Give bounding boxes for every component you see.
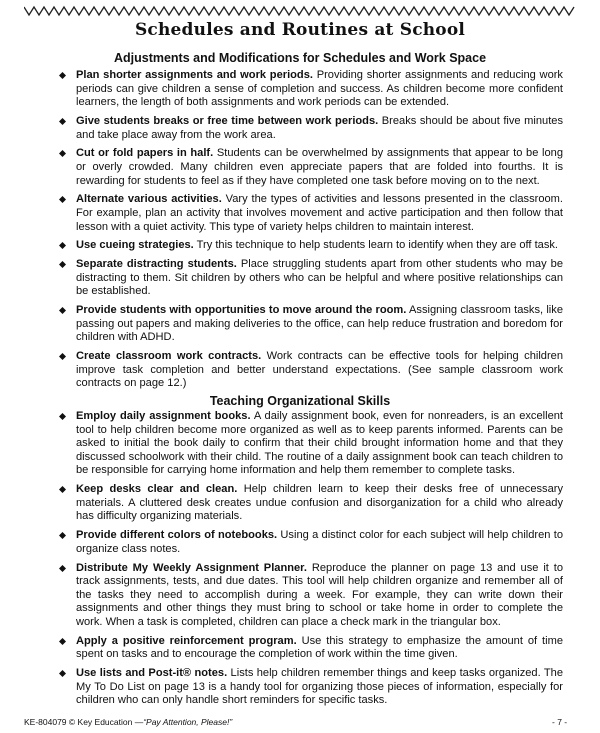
item-lead: Plan shorter assignments and work periods. xyxy=(76,69,313,81)
item-lead: Provide different colors of notebooks. xyxy=(76,529,278,542)
item-text: Assigning classroom tasks, like passing out papers and making deliveries to the office, can help reduce frustration and boredom for children with ADHD. xyxy=(76,304,563,344)
footer-credit xyxy=(24,717,232,727)
item-text: Using a distinct color for each subject will help children to organize class notes. xyxy=(76,529,563,555)
diamond-bullet-icon xyxy=(59,413,66,420)
diamond-bullet-icon xyxy=(59,118,66,125)
list-item xyxy=(0,529,600,556)
list-item xyxy=(0,562,600,630)
list-item xyxy=(0,69,600,110)
item-lead: Keep desks clear and clean. xyxy=(76,483,238,496)
item-text: Vary the types of activities and lessons presented in the classroom. For example, plan an activity that involves movement and active participation and then follow that lesson with a quiet activity. This type of variety helps children to maintain interest. xyxy=(76,193,563,233)
zigzag-border xyxy=(24,4,576,18)
item-lead: Use cueing strategies. xyxy=(76,239,194,252)
item-lead: Employ daily assignment books. xyxy=(76,410,251,422)
diamond-bullet-icon xyxy=(59,242,66,249)
item-lead: Alternate various activities. xyxy=(76,193,222,206)
item-text: Lists help children remember things and keep tasks organized. The My To Do List on page 13 is a handy tool for organizing those pieces of information, especially for children who can only handle short reminders for specific tasks. xyxy=(76,667,563,707)
item-text: Breaks should be about five minutes and take place away from the work area. xyxy=(76,114,563,141)
section-heading-schedules: Adjustments and Modifications for Schedules and Work Space xyxy=(113,51,487,65)
list-item xyxy=(0,258,600,299)
item-text: Reproduce the planner on page 13 and use it to track assignments, tests, and due dates. This tool will help children organize and remember all of the tasks they need to accomplish during a week. For example, they can write down their assignments and other things they must bring to school or take home in order to complete the work. When a task is completed, children can place a check mark in the triangular box. xyxy=(76,561,563,628)
item-text: Use this strategy to emphasize the amount of time spent on tasks and to encourage the completion of work within the time given. xyxy=(76,634,563,661)
item-text: Students can be overwhelmed by assignments that appear to be long or overly crowded. Many children even appreciate papers that are folded into fourths. It is rewarding for students to feel as if they have completed one task before moving on to the next. xyxy=(76,147,563,187)
diamond-bullet-icon xyxy=(59,532,66,539)
diamond-bullet-icon xyxy=(59,565,66,572)
item-lead: Give students breaks or free time between work periods. xyxy=(76,114,379,127)
diamond-bullet-icon xyxy=(59,307,66,314)
list-item xyxy=(0,304,600,345)
item-text: Place struggling students apart from other students who may be distracting to them. Sit children by others who can be helpful and where positive relationships can be established. xyxy=(76,258,563,298)
diamond-bullet-icon xyxy=(59,353,66,360)
diamond-bullet-icon xyxy=(59,261,66,268)
list-item xyxy=(0,350,600,391)
footer-book-title: “Pay Attention, Please!” xyxy=(143,717,233,727)
diamond-bullet-icon xyxy=(59,150,66,157)
item-lead: Use lists and Post-it® notes. xyxy=(76,667,228,680)
list-item xyxy=(0,147,600,188)
diamond-bullet-icon xyxy=(59,72,66,79)
item-lead: Provide students with opportunities to move around the room. xyxy=(76,304,407,317)
page-number: - 7 - xyxy=(552,717,568,727)
item-text: Try this technique to help students learn to identify when they are off task. xyxy=(193,239,559,252)
organizational-tips-list xyxy=(0,410,600,713)
item-text: Help children learn to keep their desks free of unnecessary materials. A cluttered desk creates undue confusion and disorganization for a child who already has difficulty organizing materials. xyxy=(76,483,563,523)
list-item xyxy=(0,635,600,662)
item-text: Providing shorter assignments and reducing work periods can give children a sense of completion and success. As children become more confident learners, the length of both assignments and work periods can be extended. xyxy=(76,69,563,109)
list-item xyxy=(0,115,600,142)
item-lead: Distribute My Weekly Assignment Planner. xyxy=(76,561,307,574)
item-lead: Cut or fold papers in half. xyxy=(76,147,214,160)
diamond-bullet-icon xyxy=(59,486,66,493)
item-text: A daily assignment book, even for nonreaders, is an excellent tool to help children become more organized as well as to keep parents informed. Parents can be asked to initial the book daily to confirm that their child brought information home and that they discussed schoolwork with their child. The routine of a daily assignment book can teach children to be responsible for carrying home information and help them remember to complete tasks. xyxy=(76,410,563,477)
diamond-bullet-icon xyxy=(59,638,66,645)
diamond-bullet-icon xyxy=(59,196,66,203)
list-item xyxy=(0,667,600,708)
schedule-tips-list xyxy=(0,69,600,396)
item-lead: Apply a positive reinforcement program. xyxy=(76,634,297,647)
list-item xyxy=(0,483,600,524)
section-heading-organizational: Teaching Organizational Skills xyxy=(209,394,391,408)
item-lead: Create classroom work contracts. xyxy=(76,350,262,362)
item-text: Work contracts can be effective tools for helping children improve task completion and better understand expectations. (See sample classroom work contracts on page 12.) xyxy=(76,350,563,390)
list-item xyxy=(0,410,600,478)
page-title: Schedules and Routines at School xyxy=(134,20,466,40)
footer-publisher: KE-804079 © Key Education — xyxy=(24,717,144,727)
list-item xyxy=(0,193,600,234)
diamond-bullet-icon xyxy=(59,670,66,677)
list-item xyxy=(0,239,600,253)
item-lead: Separate distracting students. xyxy=(76,258,237,271)
